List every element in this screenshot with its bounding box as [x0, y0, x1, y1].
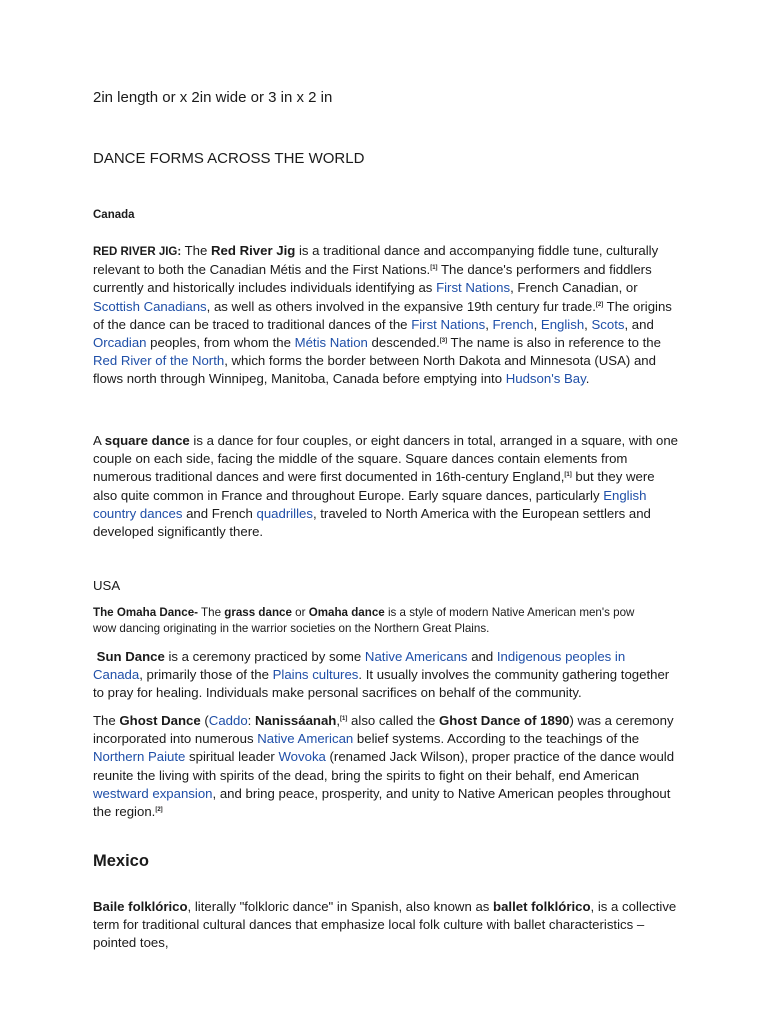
- text-run: The origins of the dance can be traced to traditional dances of the: [93, 298, 672, 332]
- link-english[interactable]: English: [540, 316, 585, 332]
- document-title-text: DANCE FORMS ACROSS THE WORLD: [93, 150, 365, 167]
- baile-folklorico-paragraph: [93, 898, 678, 953]
- red-river-jig-paragraph: [93, 242, 678, 389]
- text-run: The dance's performers and fiddlers currently and historically includes individuals identifying as: [93, 262, 652, 296]
- link-first-nations[interactable]: First Nations: [411, 316, 486, 332]
- red-river-jig-label: RED RIVER JIG:: [93, 246, 182, 258]
- bold-term: Baile folklórico: [93, 899, 188, 914]
- text-run: spiritual leader: [185, 749, 279, 765]
- square-dance-paragraph: [93, 432, 678, 541]
- text-run: or: [291, 606, 309, 619]
- size-note: [93, 89, 678, 107]
- bold-term: Ghost Dance of 1890: [439, 713, 570, 728]
- citation[interactable]: [3]: [439, 338, 448, 345]
- link-english-country-dances[interactable]: English country dances: [93, 487, 647, 521]
- bold-term: square dance: [104, 433, 190, 448]
- text-run: The: [93, 713, 120, 728]
- text-run: (: [200, 713, 209, 728]
- link-wovoka[interactable]: Wovoka: [278, 749, 326, 765]
- bold-term: Nanissáanah: [255, 713, 337, 728]
- size-note-text: 2in length or x 2in wide or 3 in x 2 in: [93, 89, 333, 106]
- text-run: , and: [624, 316, 654, 332]
- citation[interactable]: [1]: [564, 472, 572, 479]
- link-french[interactable]: French: [492, 316, 534, 332]
- text-run: The name is also in reference to the: [447, 335, 661, 351]
- bold-term: grass dance: [224, 606, 292, 619]
- text-run: is a style of modern Native American men's: [384, 606, 614, 619]
- text-run: , as well as others involved in the expansive 19th century fur trade.: [206, 298, 596, 314]
- text-run: is a dance for four couples, or eight dancers in total, arranged in a square, with one couple on each side, facing the middle of the square. Square dances contain elements from numerous traditional dances and were first documented in 16th-century England,: [93, 433, 678, 485]
- link-indigenous-peoples-in-canada[interactable]: Indigenous peoples in Canada: [93, 649, 626, 683]
- text-run: ,: [485, 316, 493, 332]
- text-run: ,: [584, 316, 592, 332]
- link-northern-paiute[interactable]: Northern Paiute: [93, 749, 186, 765]
- mexico-heading-text: Mexico: [93, 852, 149, 870]
- text-run: .: [585, 371, 590, 387]
- citation[interactable]: [2]: [595, 301, 604, 308]
- canada-heading: [93, 206, 678, 224]
- text-run: , is a collective term for traditional cultural dances that emphasize local folk culture with ballet characteristics – pointed toes,: [93, 899, 677, 951]
- usa-heading: [93, 577, 678, 595]
- link-red-river-of-the-north[interactable]: Red River of the North: [93, 353, 225, 369]
- text-run: The: [198, 606, 225, 619]
- text-run: peoples, from whom the: [146, 335, 295, 351]
- text-run: . It usually involves the community gathering together to pray for healing. Individuals make personal sacrifices on behalf of the community.: [93, 667, 670, 701]
- text-run: , which forms the border between North Dakota and Minnesota (USA) and flows north through Winnipeg, Manitoba, Canada before emptying into: [93, 353, 656, 387]
- text-run: A: [93, 433, 105, 448]
- text-run: , traveled to North America with the European settlers and developed significantly there.: [93, 505, 651, 540]
- text-run: belief systems. According to the teachings of the: [353, 731, 640, 747]
- link-plains-cultures[interactable]: Plains cultures: [272, 667, 359, 683]
- text-run: :: [247, 713, 255, 728]
- text-run: The: [181, 243, 212, 258]
- usa-heading-text: USA: [93, 578, 121, 593]
- bold-term: ballet folklórico: [493, 899, 591, 914]
- text-run: is a ceremony practiced by some: [164, 649, 365, 664]
- text-run: and French: [182, 505, 257, 521]
- bold-term: Red River Jig: [211, 243, 296, 258]
- link-scottish-canadians[interactable]: Scottish Canadians: [93, 298, 207, 314]
- omaha-dance-paragraph: [93, 605, 653, 637]
- citation[interactable]: [1]: [430, 265, 438, 272]
- bold-term: The Omaha Dance-: [93, 606, 199, 619]
- text-run: and: [467, 649, 497, 664]
- text-run: , literally "folkloric dance" in Spanish, also known as: [187, 899, 494, 914]
- link-westward-expansion[interactable]: westward expansion: [93, 785, 213, 801]
- citation[interactable]: [2]: [155, 807, 163, 814]
- bold-term: Omaha dance: [308, 606, 385, 619]
- citation[interactable]: [1]: [340, 716, 348, 722]
- text-run: .: [486, 622, 490, 635]
- document-title: [93, 150, 678, 168]
- text-run: also called the: [347, 713, 440, 728]
- link-northern-great-plains[interactable]: Northern Great Plains: [374, 622, 487, 635]
- ghost-dance-paragraph: [93, 712, 678, 821]
- link-hudsons-bay[interactable]: Hudson's Bay: [505, 371, 586, 387]
- link-orcadian[interactable]: Orcadian: [93, 335, 147, 351]
- link-metis-nation[interactable]: Métis Nation: [294, 335, 368, 351]
- link-quadrilles[interactable]: quadrilles: [256, 505, 313, 521]
- bold-term: Sun Dance: [96, 649, 165, 664]
- link-native-american[interactable]: Native American: [257, 731, 354, 747]
- link-scots[interactable]: Scots: [591, 316, 625, 332]
- mexico-heading: [93, 850, 678, 872]
- text-run: but they were also quite common in France and throughout Europe. Early square dances, particularly: [93, 469, 655, 503]
- link-first-nations[interactable]: First Nations: [436, 280, 511, 296]
- text-run: ,: [336, 713, 341, 728]
- text-run: is a traditional dance and accompanying fiddle tune, culturally relevant to both the Canadian Métis and the First Nations.: [93, 243, 659, 278]
- text-run: , and bring peace, prosperity, and unity to Native American peoples throughout the region.: [93, 785, 671, 820]
- link-caddo[interactable]: Caddo: [208, 713, 248, 728]
- text-run: , French Canadian, or: [510, 280, 638, 296]
- text-run: dancing originating in the warrior societies on the: [116, 622, 374, 635]
- link-pow-wow[interactable]: pow wow: [93, 606, 635, 635]
- sun-dance-paragraph: [93, 648, 678, 703]
- text-run: ) was a ceremony incorporated into numerous: [93, 713, 674, 747]
- text-run: (renamed Jack Wilson), proper practice of the dance would reunite the living with spirits of the dead, bring the spirits to fight on their behalf, end American: [93, 749, 675, 783]
- text-run: , primarily those of the: [139, 667, 273, 683]
- text-run: descended.: [367, 335, 440, 351]
- canada-heading-text: Canada: [93, 209, 135, 221]
- link-native-americans[interactable]: Native Americans: [364, 649, 468, 664]
- text-run: ,: [533, 316, 541, 332]
- bold-term: Ghost Dance: [119, 713, 201, 728]
